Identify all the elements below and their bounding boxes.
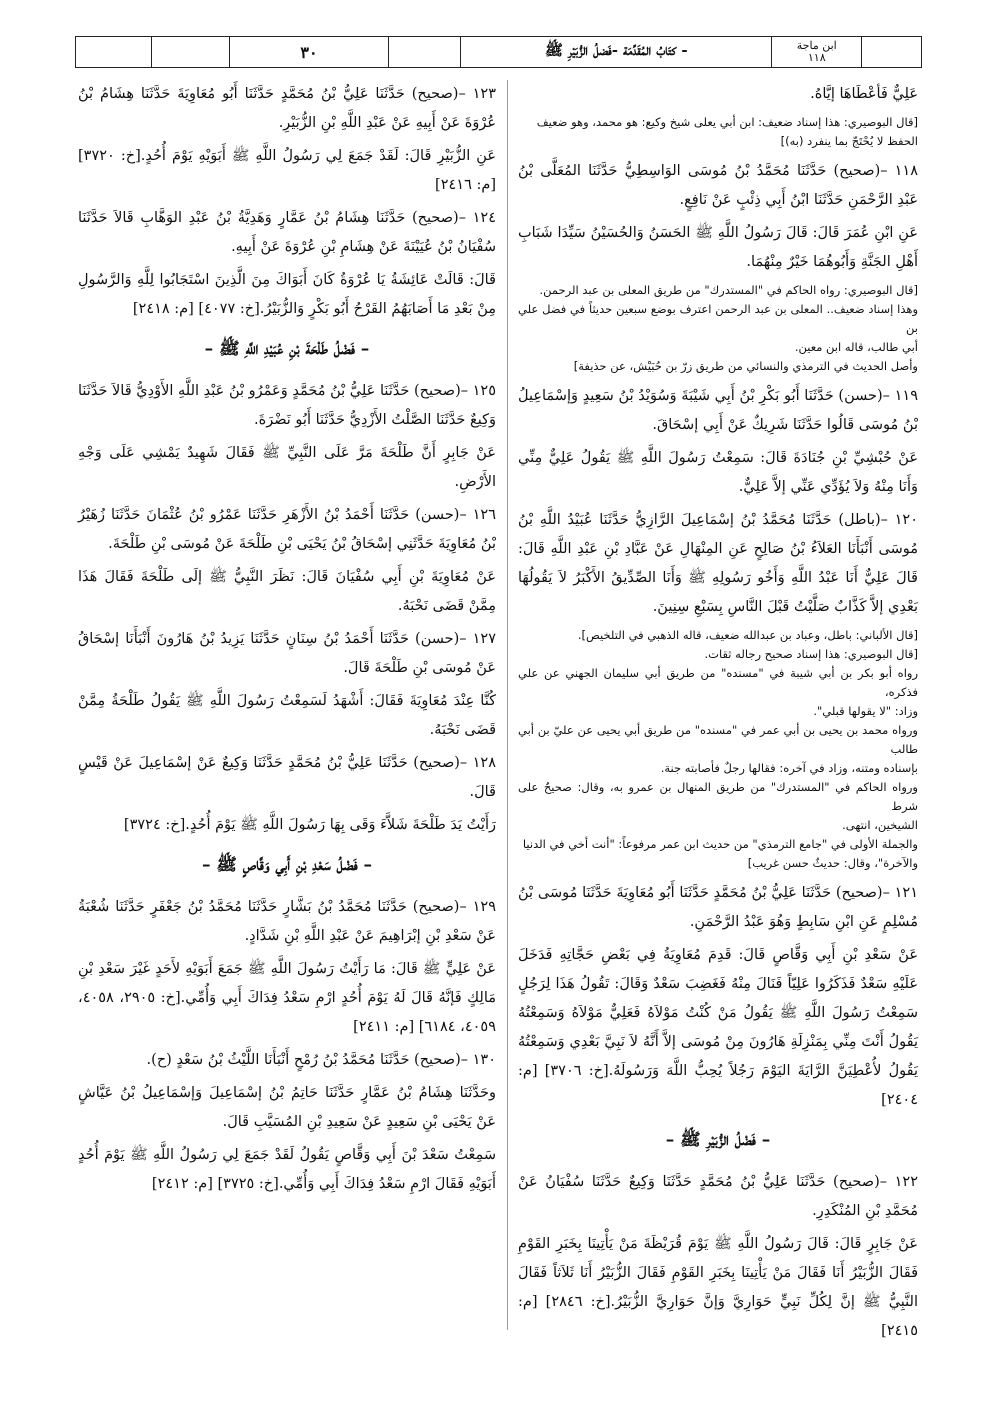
header-empty-cell <box>388 37 460 67</box>
hadith-123: ١٢٣ –(صحيح) حَدَّثَنَا عَلِيُّ بْنُ مُحَمَّدٍ حَدَّثَنَا أَبُو مُعَاوِيَةَ حَدَّثَنَا هِشَامُ بْنُ عُرْوَةَ عَنْ أَبِيهِ عَنْ عَبْدِ اللَّهِ بْنِ الزُّبَيْرِ. <box>78 86 496 131</box>
book-reference <box>771 37 861 67</box>
hadith-126: ١٢٦ –(حسن) حَدَّثَنَا أَحْمَدُ بْنُ الأَزْهَرِ حَدَّثَنَا عَمْرُو بْنُ عُثْمَانَ حَدَّثَنَا زُهَيْرُ بْنُ مُعَاوِيَةَ حَدَّثَنِي إسْحَاقُ بْنُ يَحْيَى بْنِ طَلْحَةَ عَنْ مُوسَى بْنِ طَلْحَةَ. <box>78 507 496 552</box>
section-heading: – فَضْلُ سَعْدِ بْنِ أَبِي وَقَّاصٍ ﷺ – <box>201 855 373 875</box>
section-heading: – فَضْلُ طَلْحَةَ بْنِ عُبَيْدِ اللَّهِ ﷺ – <box>204 339 370 359</box>
footnote-block <box>518 281 918 376</box>
footnote-line: رواه أبو بكر بن أبي شيبة في "مسنده" من طريق أبي سليمان الجهني عن علي فذكره، <box>518 666 918 699</box>
section-heading: – فَضْلُ الزُّبَيْرِ ﷺ – <box>665 1130 771 1150</box>
hadith-text: عَنْ مُعَاوِيَةَ بْنِ أَبِي سُفْيَانَ قَالَ: نَظَرَ النَّبِيُّ ﷺ إلَى طَلْحَةَ فَقَالَ هَذَا مِمَّنْ قَضَى نَحْبَهُ. <box>78 569 496 614</box>
hadith-122: ١٢٢ –(صحيح) حَدَّثَنَا عَلِيُّ بْنُ مُحَمَّدٍ حَدَّثَنَا وَكِيعٌ حَدَّثَنَا سُفْيَانُ عَنْ مُحَمَّدِ بْنِ المُنْكَدِرِ. <box>518 1174 918 1219</box>
hadith-text: عَنْ حُبْشِيِّ بْنِ جُنَادَةَ قَالَ: سَمِعْتُ رَسُولَ اللَّهِ ﷺ يَقُولُ عَلِيٌّ مِنِّي وَأَنَا مِنْهُ وَلاَ يُؤَدِّي عَنِّي إلاَّ عَلِيٌّ. <box>518 450 918 495</box>
hadith-text: عَنْ عَلِيٍّ ﷺ قَالَ: مَا رَأَيْتُ رَسُولَ اللَّهِ ﷺ جَمَعَ أَبَوَيْهِ لأَحَدٍ غَيْرَ سَعْدِ بْنِ مَالِكٍ فَإنَّهُ قَالَ لَهُ يَوْمَ أُحُدٍ ارْمِ سَعْدُ فِدَاكَ أَبِي وَأُمِّي.[خ: ٢٩٠٥، ٤٠٥٨، ٤٠٥٩، ٦١٨٤] [م: ٢٤١١] <box>78 961 496 1035</box>
book-name: ابن ماجة <box>796 39 837 52</box>
column-divider <box>507 80 508 1330</box>
hadith-128: ١٢٨ –(صحيح) حَدَّثَنَا عَلِيُّ بْنُ مُحَمَّدٍ حَدَّثَنَا وَكِيعٌ عَنْ إسْمَاعِيلَ عَنْ قَيْسٍ قَالَ. <box>78 755 496 800</box>
hadith-124: ١٢٤ –(صحيح) حَدَّثَنَا هِشَامُ بْنُ عَمَّارٍ وَهَدِيَّةُ بْنُ عَبْدِ الوَهَّابِ قَالاَ حَدَّثَنَا سُفْيَانُ بْنُ عُيَيْنَةَ عَنْ هِشَامِ بْنِ عُرْوَةَ عَنْ أَبِيهِ. <box>78 210 496 255</box>
hadith-127: ١٢٧ –(حسن) حَدَّثَنَا أَحْمَدُ بْنُ سِنَانٍ حَدَّثَنَا يَزِيدُ بْنُ هَارُونَ أَنْبَأَنَا إسْحَاقُ عَنْ مُوسَى بْنِ طَلْحَةَ قَالَ. <box>78 631 496 676</box>
page-header <box>75 36 922 68</box>
footnote-block <box>518 113 918 151</box>
footnote-block <box>518 626 918 873</box>
footnote-line: [قال البوصيري: رواه الحاكم في "المستدرك" من طريق المعلى بن عبد الرحمن. <box>539 283 918 297</box>
hadith-129: ١٢٩ –(صحيح) حَدَّثَنَا مُحَمَّدُ بْنُ بَشَّارٍ حَدَّثَنَا مُحَمَّدُ بْنُ جَعْفَرٍ حَدَّثَنَا شُعْبَةُ عَنْ سَعْدِ بْنِ إبْرَاهِيمَ عَنْ عَبْدِ اللَّهِ بْنِ شَدَّادٍ. <box>78 899 496 944</box>
hadith-text: كُنَّا عِنْدَ مُعَاوِيَةَ فَقَالَ: أَشْهَدُ لَسَمِعْتُ رَسُولَ اللَّهِ ﷺ يَقُولُ طَلْحَةُ مِمَّنْ قَضَى نَحْبَهُ. <box>78 693 496 738</box>
footnote-line: وزاد: "لا يقولها قبلي". <box>813 704 918 718</box>
footnote-line: وهذا إسناد ضعيف.. المعلى بن عبد الرحمن اعترف بوضع سبعين حديثاً في فضل علي بن <box>518 302 918 335</box>
footnote-line: بإسناده ومتنه، وزاد في آخره: فقالها رجلٌ فأصابته جنة. <box>660 761 918 775</box>
left-column <box>78 80 496 1203</box>
footnote-line: الحفظ لا يُحْتَجّ بما ينفرد (به)] <box>780 134 918 148</box>
hadith-130: ١٣٠ –(صحيح) حَدَّثَنَا مُحَمَّدُ بْنُ رُمْحٍ أَنْبَأَنَا اللَّيْثُ بْنُ سَعْدٍ (ح). <box>146 1052 496 1068</box>
hadith-text: عَنْ سَعْدِ بْنِ أَبِي وَقَّاصٍ قَالَ: قَدِمَ مُعَاوِيَةُ فِي بَعْضِ حَجَّاتِهِ فَدَخَلَ عَلَيْهِ سَعْدٌ فَذَكَرُوا عَلِيّاً فَنَالَ مِنْهُ فَغَضِبَ سَعْدٌ وَقَالَ: تَقُولُ هَذَا لِرَجُلٍ سَمِعْتُ رَسُولَ اللَّهِ ﷺ يَقُولُ مَنْ كُنْتُ مَوْلاَهُ فَعَلِيٌّ مَوْلاَهُ وَسَمِعْتُهُ يَقُولُ أَنْتَ مِنِّي بِمَنْزِلَةِ هَارُونَ مِنْ مُوسَى إلاَّ أَنَّهُ لاَ نَبِيَّ بَعْدِي وَسَمِعْتُهُ يَقُولُ لأُعْطِيَنَّ الرَّايَةَ اليَوْمَ رَجُلاً يُحِبُّ اللَّهَ وَرَسُولَهُ.[خ: ٣٧٠٦] [م: ٢٤٠٤] <box>518 947 918 1108</box>
footnote-line: ورواه الحاكم في "المستدرك" من طريق المنهال بن عمرو به، وقال: صحيحٌ على شرط <box>518 780 918 813</box>
running-title: - كتَابُ المُقَدِّمَة -فَضلُ الزُّبَيْرِ ﷺ <box>460 37 771 67</box>
footnote-line: [قال الألباني: باطل، وعباد بن عبدالله ضعيف، قاله الذهبي في التلخيص]. <box>577 628 918 642</box>
footnote-line: والجملة الأولى في "جامع الترمذي" من حديث ابن عمر مرفوعاً: "أنت أخي في الدنيا <box>522 837 918 851</box>
hadith-text: عَنْ جَابِرٍ قَالَ: قَالَ رَسُولُ اللَّهِ ﷺ يَوْمَ قُرَيْظَةَ مَنْ يَأْتِينَا بِخَبَرِ القَوْمِ فَقَالَ الزُّبَيْرُ أَنَا فَقَالَ مَنْ يَأْتِينَا بِخَبَرِ القَوْمِ فَقَالَ الزُّبَيْرُ أَنَا ثَلاَثاً فَقَالَ النَّبِيُّ ﷺ إنَّ لِكُلِّ نَبِيٍّ حَوَارِيَّ وَإنَّ حَوَارِيَّ الزُّبَيْرُ.[خ: ٢٨٤٦] [م: ٢٤١٥] <box>518 1236 918 1339</box>
hadith-text: عَنْ جَابِرٍ أَنَّ طَلْحَةَ مَرَّ عَلَى النَّبِيِّ ﷺ فَقَالَ شَهِيدٌ يَمْشِي عَلَى وَجْهِ الأَرْضِ. <box>78 445 496 490</box>
footnote-line: [قال البوصيري: هذا إسناد صحيح رجاله ثقات. <box>704 647 918 661</box>
footnote-line: وأصل الحديث في الترمذي والنسائي من طريق زرّ بن حُبَيْش، عن حذيفة] <box>573 359 918 373</box>
hadith-text: عَنِ ابْنِ عُمَرَ قَالَ: قَالَ رَسُولُ اللَّهِ ﷺ الحَسَنُ وَالحُسَيْنُ سَيِّدَا شَبَابِ أَهْلِ الجَنَّةِ وَأَبُوهُمَا خَيْرٌ مِنْهُمَا. <box>518 225 918 270</box>
footnote-line: الشيخين، انتهى. <box>842 818 918 832</box>
hadith-121: ١٢١ –(صحيح) حَدَّثَنَا عَلِيُّ بْنُ مُحَمَّدٍ حَدَّثَنَا أَبُو مُعَاوِيَةَ حَدَّثَنَا مُوسَى بْنُ مُسْلِمٍ عَنِ ابْنِ سَابِطٍ وَهُوَ عَبْدُ الرَّحْمَنِ. <box>518 885 918 930</box>
hadith-text: وحَدَّثَنَا هِشَامُ بْنُ عَمَّارٍ حَدَّثَنَا حَاتِمُ بْنُ إسْمَاعِيلَ وَإسْمَاعِيلُ بْنُ عَيَّاشٍ عَنْ يَحْيَى بْنِ سَعِيدٍ عَنْ سَعِيدِ بْنِ المُسَيَّبِ قَالَ. <box>78 1085 496 1130</box>
hadith-120: ١٢٠ –(باطل) حَدَّثَنَا مُحَمَّدُ بْنُ إسْمَاعِيلَ الرَّازِيُّ حَدَّثَنَا عُبَيْدُ اللَّهِ بْنُ مُوسَى أَنْبَأَنَا العَلاَءُ بْنُ صَالِحٍ عَنِ المِنْهَالِ عَنْ عَبَّادِ بْنِ عَبْدِ اللَّهِ قَالَ: قَالَ عَلِيٌّ أَنَا عَبْدُ اللَّهِ وَأَخُو رَسُولِهِ ﷺ وَأَنَا الصِّدِّيقُ الأَكْبَرُ لاَ يَقُولُهَا بَعْدِي إلاَّ كَذَّابٌ صَلَّيْتُ قَبْلَ النَّاسِ بِسَبْعِ سِنِينَ. <box>518 512 918 615</box>
footnote-line: والآخرة"، وقال: حديثٌ حسن غريب] <box>747 856 918 870</box>
book-number: ١١٨ <box>807 51 826 64</box>
footnote-line: [قال البوصيري: هذا إسناد ضعيف: ابن أبي يعلى شيخ وكيع: هو محمد، وهو ضعيف <box>536 115 918 129</box>
page-number: ٣٠ <box>229 37 389 67</box>
hadith-text: رَأَيْتُ يَدَ طَلْحَةَ شَلاَّءَ وَقَى بِهَا رَسُولَ اللَّهِ ﷺ يَوْمَ أُحُدٍ.[خ: ٣٧٢٤] <box>123 817 496 833</box>
header-empty-cell <box>76 37 151 67</box>
right-column <box>518 80 918 1350</box>
hadith-119: ١١٩ –(حسن) حَدَّثَنَا أَبُو بَكْرِ بْنُ أَبِي شَيْبَةَ وَسُوَيْدُ بْنُ سَعِيدٍ وَإسْمَاعِيلُ بْنُ مُوسَى قَالُوا حَدَّثَنَا شَرِيكٌ عَنْ أَبِي إسْحَاقَ. <box>518 388 918 433</box>
hadith-text: عَنِ الزُّبَيْرِ قَالَ: لَقَدْ جَمَعَ لِي رَسُولُ اللَّهِ ﷺ أَبَوَيْهِ يَوْمَ أُحُدٍ.[خ: ٣٧٢٠] [م: ٢٤١٦] <box>78 148 496 193</box>
hadith-text: قَالَ: قَالَتْ عَائِشَةُ يَا عُرْوَةُ كَانَ أَبَوَاكَ مِنَ الَّذِينَ اسْتَجَابُوا لِلَّهِ وَالرَّسُولِ مِنْ بَعْدِ مَا أَصَابَهُمُ القَرْحُ أَبُو بَكْرٍ وَالزُّبَيْرُ.[خ: ٤٠٧٧] [م: ٢٤١٨] <box>78 272 496 317</box>
header-empty-cell <box>861 37 921 67</box>
footnote-line: أبي طالب، قاله ابن معين. <box>794 340 918 354</box>
hadith-text: سَمِعْتُ سَعْدَ بْنَ أَبِي وَقَّاصٍ يَقُولُ لَقَدْ جَمَعَ لِي رَسُولُ اللَّهِ ﷺ يَوْمَ أُحُدٍ أَبَوَيْهِ فَقَالَ ارْمِ سَعْدُ فِدَاكَ أَبِي وَأُمِّي.[خ: ٣٧٢٥] [م: ٢٤١٢] <box>78 1147 496 1192</box>
hadith-118: ١١٨ –(صحيح) حَدَّثَنَا مُحَمَّدُ بْنُ مُوسَى الوَاسِطِيُّ حَدَّثَنَا المُعَلَّى بْنُ عَبْدِ الرَّحْمَنِ حَدَّثَنَا ابْنُ أَبِي ذِئْبٍ عَنْ نَافِعٍ. <box>518 163 918 208</box>
hadith-text: عَلِيٌّ فَأعْطَاهَا إيَّاهُ. <box>810 86 918 102</box>
hadith-125: ١٢٥ –(صحيح) حَدَّثَنَا عَلِيُّ بْنُ مُحَمَّدٍ وَعَمْرُو بْنُ عَبْدِ اللَّهِ الأَوْدِيُّ قَالاَ حَدَّثَنَا وَكِيعٌ حَدَّثَنَا الصَّلْتُ الأَزْدِيُّ حَدَّثَنَا أَبُو نَضْرَةَ. <box>78 383 496 428</box>
header-empty-cell <box>151 37 229 67</box>
footnote-line: ورواه محمد بن يحيى بن أبي عمر في "مسنده" من طريق أبي يحيى عن عليّ بن أبي طالب <box>518 723 918 756</box>
